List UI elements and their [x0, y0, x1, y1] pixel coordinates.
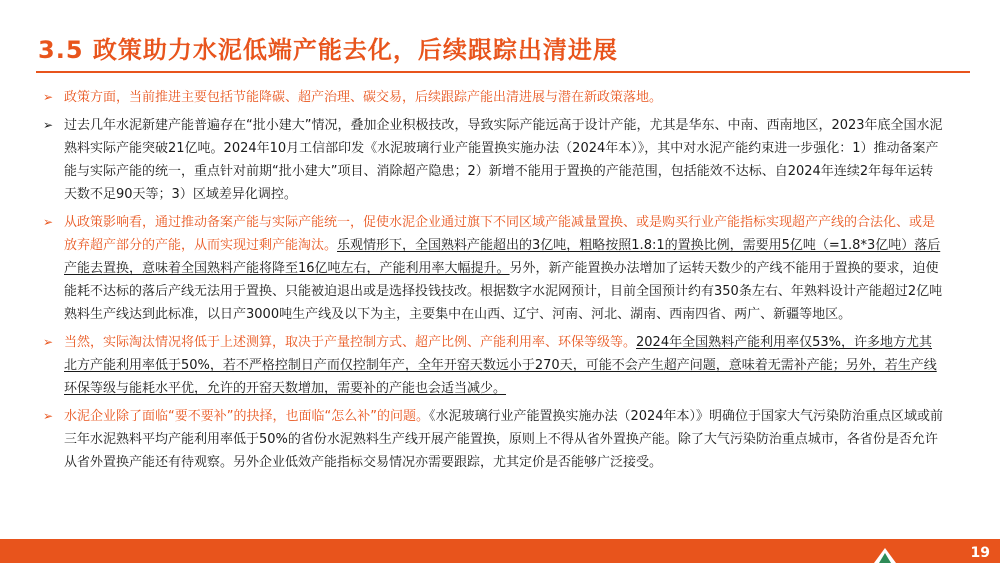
page-number: 19 [970, 545, 990, 561]
bullet-lead-text: 当然，实际淘汰情况将低于上述测算，取决于产量控制方式、超产比例、产能利用率、环保等级等。 [64, 335, 637, 350]
title-divider [36, 71, 970, 73]
bullet-policy-overview [42, 86, 944, 109]
bullet-actual-elimination [42, 331, 944, 400]
bullet-policy-impact [42, 211, 944, 326]
bullet-underlined-text: 2024年全国熟料产能利用率仅53%，许多地方尤其北方产能利用率低于50%，若不严格控制日产而仅控制年产，全年开窑天数远小于270天，可能不会产生超产问题，意味着无需补产能；另外，若生产线环保等级与能耗水平优，允许的开窑天数增加，需要补的产能也会适当减少。 [64, 335, 937, 396]
arrow-bullet-icon: ➢ [42, 118, 54, 132]
bullet-replacement-choice [42, 405, 944, 474]
bullet-lead-text: 从政策影响看，通过推动备案产能与实际产能统一，促使水泥企业通过旗下不同区域产能减量置换、或是购买行业产能指标实现超产产线的合法化、或是放弃超产部分的产能，从而实现过剩产能淘汰。 [64, 215, 936, 253]
arrow-bullet-icon: ➢ [42, 335, 54, 349]
arrow-bullet-icon: ➢ [42, 215, 54, 229]
logo-icon [873, 547, 897, 563]
bullet-text: 过去几年水泥新建产能普遍存在“批小建大”情况，叠加企业积极技改，导致实际产能远高于设计产能，尤其是华东、中南、西南地区，2023年底全国水泥熟料实际产能突破21亿吨。2024年10月工信部印发《水泥玻璃行业产能置换实施办法（2024年本）》，其中对水泥产能约束进一步强化：1）推动备案产能与实际产能的统一，重点针对前期“批小建大”项目、消除超产隐患；2）新增不能用于置换的产能范围，包括能效不达标、自2024年连续2年每年运转天数不足90天等；3）区域差异化调控。 [64, 118, 943, 202]
bullet-lead-text: 水泥企业除了面临“要不要补”的抉择，也面临“怎么补”的问题。 [64, 409, 429, 424]
footer-bar [0, 539, 1000, 563]
bullet-text: 另外，新产能置换办法增加了运转天数少的产线不能用于置换的要求，迫使能耗不达标的落后产线无法用于置换、只能被迫退出或是选择投钱技改。根据数字水泥网预计，目前全国预计约有350条左右、年熟料设计产能超过2亿吨熟料生产线达到此标准，以日产3000吨生产线及以下为主，主要集中在山西、辽宁、河南、河北、湖南、西南四省、两广、新疆等地区。 [64, 261, 943, 322]
bullet-text: 《水泥玻璃行业产能置换实施办法（2024年本）》明确位于国家大气污染防治重点区域或前三年水泥熟料平均产能利用率低于50%的省份水泥熟料生产线开展产能置换，原则上不得从省外置换产能。除了大气污染防治重点城市，各省份是否允许从省外置换产能还有待观察。另外企业低效产能指标交易情况亦需要跟踪，尤其定价是否能够广泛接受。 [64, 409, 944, 470]
bullet-text: 政策方面，当前推进主要包括节能降碳、超产治理、碳交易，后续跟踪产能出清进展与潜在新政策落地。 [64, 90, 663, 105]
arrow-bullet-icon: ➢ [42, 409, 54, 423]
bullet-background [42, 114, 944, 206]
arrow-bullet-icon: ➢ [42, 90, 54, 104]
content-body [42, 86, 944, 479]
page-title: 3.5 政策助力水泥低端产能去化，后续跟踪出清进展 [38, 36, 618, 64]
bullet-underlined-text: 乐观情形下，全国熟料产能超出的3亿吨，粗略按照1.8:1的置换比例，需要用5亿吨（=1.8*3亿吨）落后产能去置换，意味着全国熟料产能将降至16亿吨左右，产能利用率大幅提升。 [64, 238, 941, 276]
